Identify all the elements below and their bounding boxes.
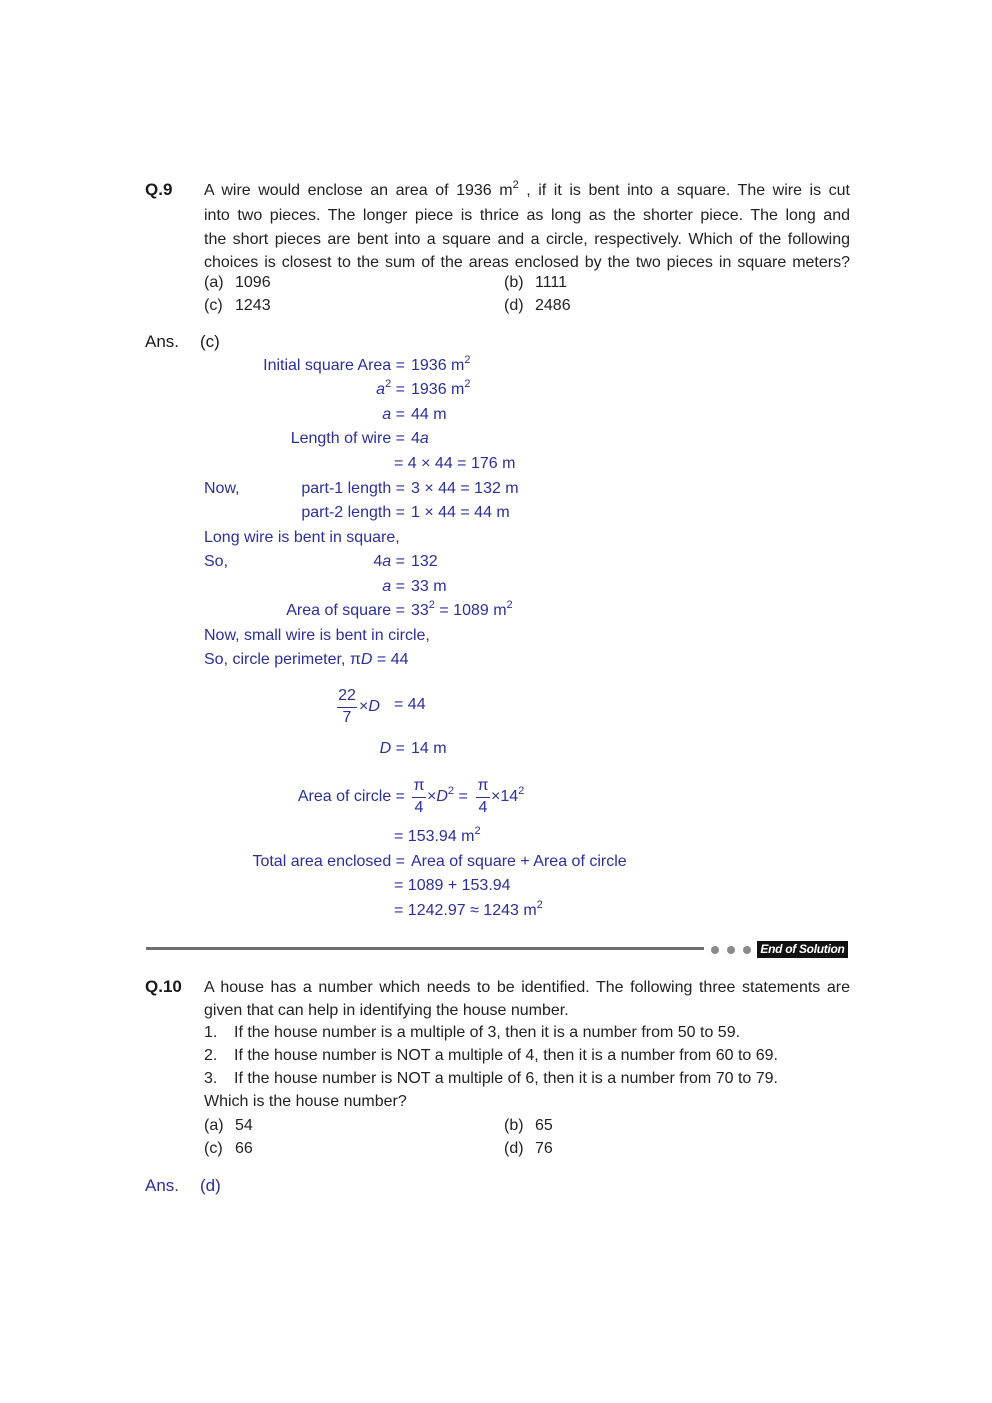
q10-answer: (d)	[200, 1176, 221, 1195]
q9-answer-label: Ans.	[145, 332, 180, 351]
q10-option-c: (c) 66	[204, 1140, 253, 1157]
part1-label: part-1 length =	[301, 480, 405, 497]
fraction-pi-4-a	[412, 777, 426, 819]
separator-dot	[743, 946, 751, 954]
a-squared-label: $a^2$ =	[376, 378, 405, 398]
fraction-bar	[476, 797, 490, 798]
q10-option-b: (b) 65	[504, 1117, 553, 1134]
separator-dot	[727, 946, 735, 954]
length-label: Length of wire =	[290, 430, 405, 447]
four-a-label: 4a =	[373, 553, 405, 570]
a33-value: 33 m	[411, 578, 447, 595]
initial-area-value: 1936 $m^2$	[411, 354, 471, 374]
q9-option-a: (a) 1096	[204, 274, 271, 291]
part2-value: 1 × 44 = 44 m	[411, 504, 510, 521]
q10-question-text: A house has a number which needs to be identified. The following three statements are given that can help in identifying the house number.	[204, 979, 850, 1020]
q10-statement: 2. If the house number is NOT a multiple of 4, then it is a number from 60 to 69.	[204, 1047, 778, 1064]
numerator-pi: π	[477, 777, 489, 794]
end-of-solution-rule	[146, 947, 704, 950]
a-value: 44 m	[411, 406, 447, 423]
circle-area-label: Area of circle =	[297, 788, 405, 805]
q10-statement: 3. If the house number is NOT a multiple of 6, then it is a number from 70 to 79.	[204, 1070, 778, 1087]
q9-option-d: (d) 2486	[504, 297, 571, 314]
q10-statement: 1. If the house number is a multiple of 3, then it is a number from 50 to 59.	[204, 1024, 741, 1041]
q9-option-b: (b) 1111	[504, 274, 568, 291]
q9-option-c: (c) 1243	[204, 297, 271, 314]
area-square-value: $33^2 = 1089$ $m^2$	[411, 599, 513, 619]
q9-answer: (c)	[200, 332, 220, 351]
perimeter-line: So, circle perimeter, πD = 44	[204, 651, 409, 668]
fraction-pi-4-b	[476, 777, 490, 819]
circle-area-value: = 153.94 $m^2$	[394, 825, 481, 845]
fraction-bar	[337, 707, 357, 708]
area-square-label: Area of square =	[286, 602, 405, 619]
denominator-4: 4	[478, 799, 488, 816]
denominator-4: 4	[414, 799, 424, 816]
separator-dot	[711, 946, 719, 954]
times-14-squared: $\times 14^2$	[491, 785, 525, 805]
d-value: 14 m	[411, 740, 447, 757]
end-of-solution-badge: End of Solution	[757, 941, 848, 958]
part2-label: part-2 length =	[301, 504, 405, 521]
initial-area-label: Initial square Area =	[263, 357, 405, 374]
a-label: a =	[382, 406, 405, 423]
eq-44: = 44	[394, 696, 426, 713]
q9-question-text: A wire would enclose an area of 1936 $m^2$ , if it is bent into a square. The wire is cut into two pieces. The longer piece is thrice as long as the shorter piece. The long and the short pieces are bent into a square and a circle, respectively. Which of the following choices is closest to the sum of the areas enclosed by the two pieces in square meters?	[204, 179, 851, 271]
times-d-squared: $\times D^2$ =	[427, 785, 468, 805]
q10-question: Which is the house number?	[204, 1093, 407, 1110]
part1-value: 3 × 44 = 132 m	[411, 480, 519, 497]
q10-option-d: (d) 76	[504, 1140, 553, 1157]
q9-number: Q.9	[145, 180, 173, 199]
denominator-7: 7	[342, 709, 352, 726]
d-label: D =	[379, 740, 405, 757]
q10-number: Q.10	[145, 977, 182, 996]
a-squared-value: 1936 $m^2$	[411, 378, 471, 398]
long-wire-text: Long wire is bent in square,	[204, 529, 400, 546]
total-sum: = 1089 + 153.94	[394, 877, 511, 894]
fraction-22-7	[337, 687, 357, 729]
small-wire-text: Now, small wire is bent in circle,	[204, 627, 430, 644]
now-label: Now,	[204, 480, 240, 497]
so-label: So,	[204, 553, 229, 570]
total-expression: Area of square + Area of circle	[411, 853, 627, 870]
length-value: 4a	[411, 430, 429, 447]
total-label: Total area enclosed =	[252, 853, 405, 870]
q10-option-a: (a) 54	[204, 1117, 253, 1134]
four-a-value: 132	[411, 553, 438, 570]
numerator-pi: π	[413, 777, 425, 794]
total-final: = 1242.97 ≈ 1243 $m^2$	[394, 899, 543, 919]
times-d: ×D	[359, 698, 380, 715]
fraction-bar	[412, 797, 426, 798]
q10-answer-label: Ans.	[145, 1176, 180, 1195]
numerator-22: 22	[338, 687, 356, 704]
length-calc: = 4 × 44 = 176 m	[394, 455, 516, 472]
a33-label: a =	[382, 578, 405, 595]
